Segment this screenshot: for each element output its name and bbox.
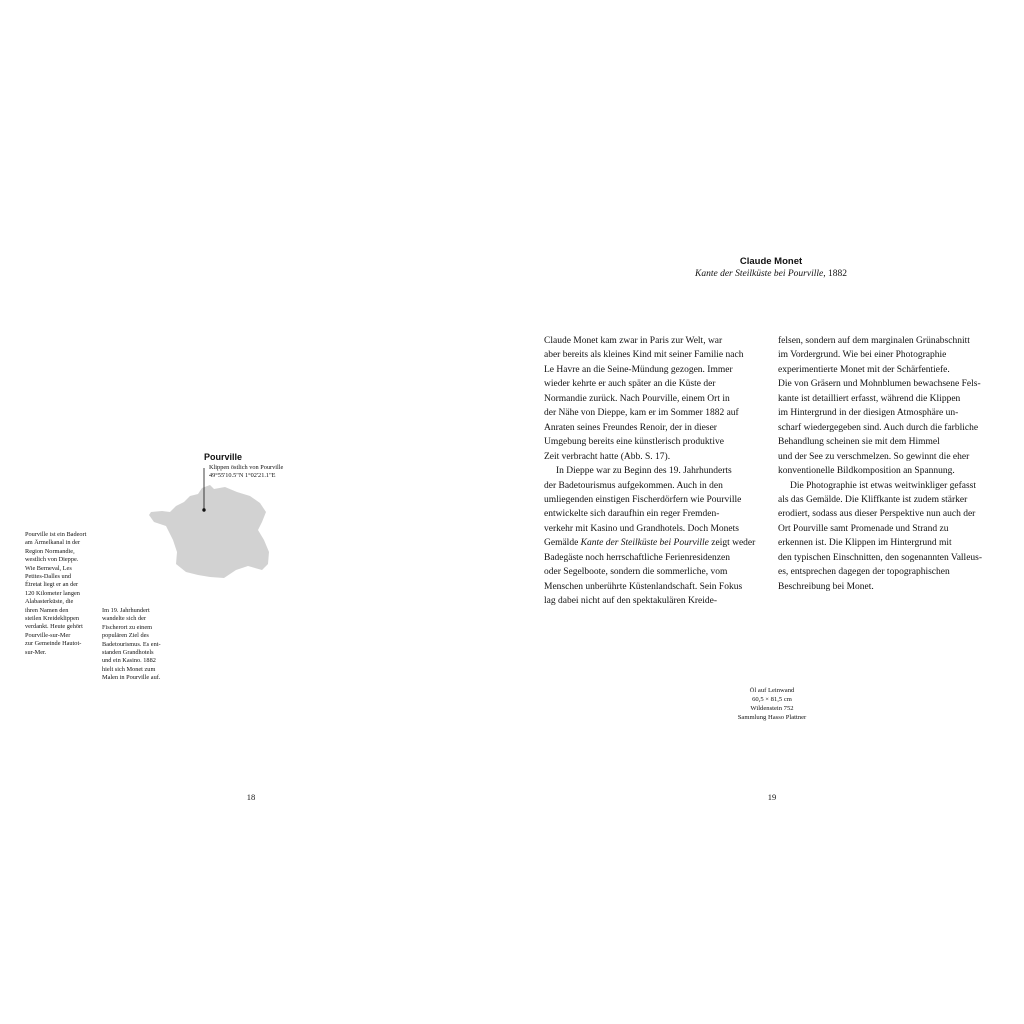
body-line: Menschen unberührte Küstenlandschaft. Sein Fokus: [544, 581, 743, 592]
note-line: Badetourismus. Es ent-: [102, 640, 161, 648]
note-line: Malen in Pourville auf.: [102, 674, 161, 682]
caption-line: Wildenstein 752: [750, 705, 794, 712]
france-map-icon: [149, 485, 269, 578]
body-line: wieder kehrte er auch später an die Küste der: [544, 379, 716, 390]
body-line: entwickelte sich daraufhin ein reger Fremden-: [544, 509, 720, 520]
body-line: Claude Monet kam zwar in Paris zur Welt, war: [544, 336, 723, 346]
body-line: Zeit verbracht hatte (Abb. S. 17).: [544, 451, 671, 462]
note-line: sur-Mer.: [25, 648, 47, 656]
body-line: im Vordergrund. Wie bei einer Photographie: [778, 350, 947, 361]
body-line: oder Segelboote, sondern die sommerliche, vom: [544, 567, 728, 578]
body-line: es, entsprechen dagegen der topographischen: [778, 567, 950, 578]
note-line: am Ärmelkanal in der: [25, 539, 81, 547]
note-line: Wie Berneval, Les: [25, 564, 72, 572]
body-text: zeigt weder: [708, 538, 756, 549]
body-line: im Hintergrund in der diesigen Atmosphäre un-: [778, 408, 959, 419]
body-line: Behandlung scheinen sie mit dem Himmel: [778, 437, 940, 448]
note-line: wandelte sich der: [102, 615, 147, 623]
note-line: 120 Kilometer langen: [25, 589, 80, 597]
note-line: Pourville ist ein Badeort: [25, 531, 87, 538]
artwork-title-italic: Kante der Steilküste bei Pourville: [695, 269, 824, 279]
caption-line: Sammlung Hasso Plattner: [737, 714, 807, 721]
map-marker-dot: [202, 508, 205, 511]
body-line: [544, 536, 764, 550]
map-subtitle: Klippen östlich von Pourville: [209, 464, 284, 471]
note-line: Region Normandie,: [25, 547, 75, 555]
body-line: lag dabei nicht auf den spektakulären Kreide-: [544, 596, 718, 607]
caption-line: Öl auf Leinwand: [749, 687, 795, 694]
body-line: kante ist detailliert erfasst, während die Klippen: [778, 393, 961, 404]
margin-note-middle: [102, 607, 182, 683]
body-line: und der See zu verschmelzen. So gewinnt die eher: [778, 451, 970, 462]
body-line: Ort Pourville samt Promenade und Strand zu: [778, 523, 949, 534]
body-line: Normandie zurück. Nach Pourville, einem Ort in: [544, 393, 730, 404]
body-column-left: [544, 334, 764, 609]
body-line: den typischen Einschnitten, den sogenannten Valleus-: [778, 552, 983, 563]
body-italic-title: Kante der Steilküste bei Pourville: [580, 538, 709, 549]
note-line: verdankt. Heute gehört: [25, 623, 83, 631]
note-line: westlich von Dieppe.: [25, 556, 79, 564]
body-line: als das Gemälde. Die Kliffkante ist zudem stärker: [778, 494, 968, 505]
note-line: Étretat liegt er an der: [25, 581, 79, 589]
body-line: aber bereits als kleines Kind mit seiner Familie nach: [544, 350, 744, 361]
note-line: und ein Kasino. 1882: [102, 657, 156, 665]
page-number-left: 18: [246, 792, 256, 802]
note-line: Alabasterküste, die: [25, 598, 74, 606]
caption-line: 60,5 × 81,5 cm: [752, 696, 792, 703]
body-line: scharf wiedergegeben sind. Auch durch die farbliche: [778, 422, 979, 433]
page-number-right: 19: [767, 792, 777, 802]
body-line: Umgebung bereits eine künstlerisch produktive: [544, 437, 724, 448]
artwork-title: [520, 269, 1022, 279]
note-line: Im 19. Jahrhundert: [102, 607, 150, 614]
body-line: Beschreibung bei Monet.: [778, 581, 874, 592]
body-line: der Badetourismus aufgekommen. Auch in den: [544, 480, 723, 491]
body-line: Die von Gräsern und Mohnblumen bewachsene Fels-: [778, 379, 981, 390]
body-line: verkehr mit Kasino und Grandhotels. Doch Monets: [544, 523, 739, 534]
body-line: Le Havre an die Seine-Mündung gezogen. Immer: [544, 364, 733, 375]
artist-name: Claude Monet: [739, 256, 803, 267]
body-line: experimentierte Monet mit der Schärfentiefe.: [778, 364, 950, 375]
map-title: Pourville: [204, 452, 243, 462]
artwork-caption: [700, 686, 844, 722]
body-line: umliegenden einstigen Fischerdörfern wie Pourville: [544, 494, 742, 505]
body-line: erkennen ist. Die Klippen im Hintergrund mit: [778, 538, 952, 549]
note-line: hielt sich Monet zum: [102, 665, 156, 673]
note-line: Fischerort zu einem: [102, 623, 153, 631]
margin-note-left: [25, 531, 105, 657]
body-line: der Nähe von Dieppe, kam er im Sommer 1882 auf: [544, 408, 739, 419]
body-column-right: [778, 334, 1000, 594]
body-line: felsen, sondern auf dem marginalen Grünabschnitt: [778, 336, 970, 346]
note-line: populären Ziel des: [102, 632, 149, 640]
body-line: konventionelle Bildkomposition an Spannung.: [778, 466, 955, 477]
body-text: Gemälde: [544, 538, 581, 549]
body-line: Die Photographie ist etwas weitwinkliger gefasst: [790, 480, 977, 491]
note-line: Pourville-sur-Mer: [25, 631, 71, 639]
note-line: ihren Namen den: [25, 606, 69, 614]
body-line: Anraten seines Freundes Renoir, der in dieser: [544, 422, 717, 433]
body-line: Badegäste noch herrschaftliche Ferienresidenzen: [544, 552, 730, 563]
note-line: zur Gemeinde Hautot-: [25, 640, 82, 648]
body-line: erodiert, sodass aus dieser Perspektive nun auch der: [778, 509, 976, 520]
body-line: In Dieppe war zu Beginn des 19. Jahrhunderts: [556, 466, 732, 477]
artwork-year: , 1882: [823, 269, 847, 279]
map-coordinates: 49°55'10.5"N 1°02'21.1"E: [209, 472, 276, 479]
note-line: standen Grandhotels: [102, 649, 154, 657]
note-line: Petites-Dalles und: [25, 573, 71, 581]
note-line: steilen Kreideklippen: [25, 615, 80, 623]
